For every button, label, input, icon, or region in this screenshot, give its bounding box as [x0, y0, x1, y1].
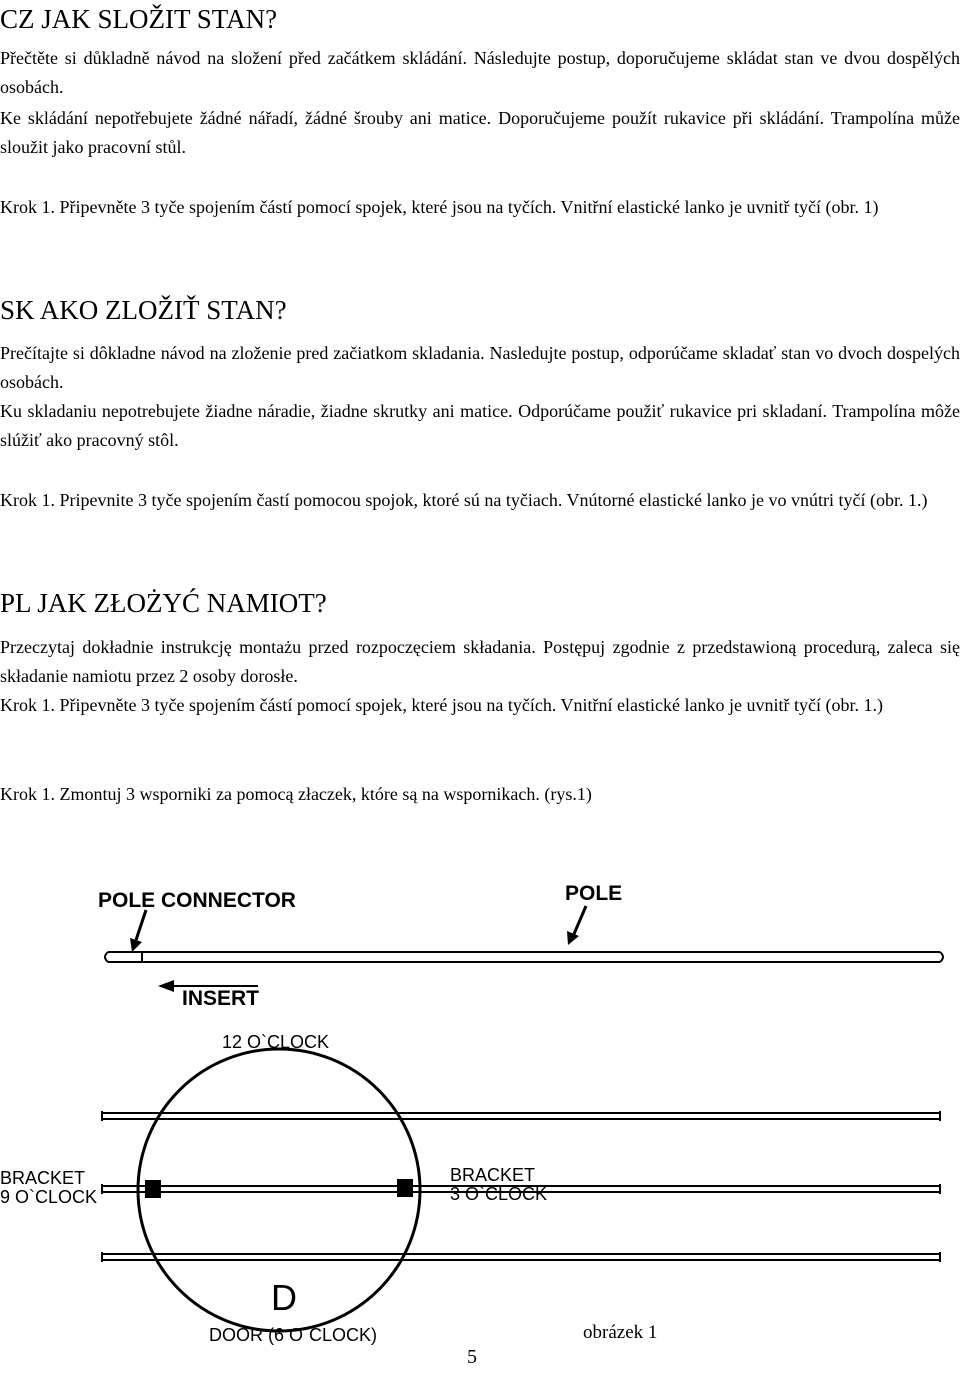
pole-connector-arrow	[130, 910, 146, 952]
insert-label: INSERT	[182, 987, 260, 1010]
figure-caption: obrázek 1	[583, 1322, 658, 1343]
cz-intro-paragraph: Přečtěte si důkladně návod na složení před začátkem skládání. Následujte postup, doporučujeme skládat stan ve dvou dospělých osobách.	[0, 48, 960, 97]
cz-tools-paragraph: Ke skládání nepotřebujete žádné nářadí, žádné šrouby ani matice. Doporučujeme použít rukavice při skládání. Trampolína může sloužit jako pracovní stůl.	[0, 108, 960, 157]
sk-tools-paragraph: Ku skladaniu nepotrebujete žiadne náradie, žiadne skrutky ani matice. Odporúčame použiť rukavice pri skladaní. Trampolína môže slúžiť ako pracovný stôl.	[0, 401, 960, 450]
pole-arrow	[567, 906, 586, 945]
pole-left-end	[105, 952, 108, 962]
heading-sk: SK AKO ZLOŽIŤ STAN?	[0, 295, 287, 325]
pl-step-1-pl: Krok 1. Zmontuj 3 wsporniki za pomocą złaczek, które są na wspornikach. (rys.1)	[0, 784, 592, 804]
door-letter: D	[271, 1277, 297, 1318]
bracket-9-oclock-label	[0, 1169, 97, 1207]
bracket-9-oclock-marker	[145, 1180, 161, 1198]
pl-step-1-cz: Krok 1. Připevněte 3 tyče spojením částí pomocí spojek, které jsou na tyčích. Vnitřní elastické lanko je uvnitř tyčí (obr. 1.)	[0, 695, 883, 715]
twelve-oclock-label: 12 O`CLOCK	[222, 1032, 330, 1052]
bracket-3-oclock-label	[450, 1166, 547, 1204]
horizontal-pole-top	[102, 1111, 940, 1121]
pole-right-end	[940, 952, 943, 962]
bracket-9-line1: BRACKET	[0, 1168, 86, 1188]
sk-intro-paragraph: Prečítajte si dôkladne návod na zloženie pred začiatkom skladania. Nasledujte postup, odporúčame skladať stan vo dvoch dospelých osobách.	[0, 343, 960, 392]
pole-label: POLE	[565, 882, 623, 905]
bracket-9-line2: 9 O`CLOCK	[0, 1186, 98, 1207]
pole-connector-label: POLE CONNECTOR	[98, 889, 296, 912]
horizontal-pole-bottom	[102, 1252, 940, 1262]
heading-pl: PL JAK ZŁOŻYĆ NAMIOT?	[0, 588, 327, 618]
heading-cz: CZ JAK SLOŽIT STAN?	[0, 4, 278, 34]
bracket-3-oclock-marker	[397, 1179, 413, 1197]
door-label: DOOR (6 O`CLOCK)	[209, 1325, 378, 1345]
sk-step-1: Krok 1. Pripevnite 3 tyče spojením častí pomocou spojok, ktoré sú na tyčiach. Vnútorné elastické lanko je vo vnútri tyčí (obr. 1.)	[0, 490, 928, 510]
bracket-3-line1: BRACKET	[450, 1165, 536, 1185]
assembly-diagram	[0, 860, 960, 1360]
pole-drawing	[105, 952, 943, 962]
assembly-figure	[0, 860, 960, 1360]
cz-step-1: Krok 1. Připevněte 3 tyče spojením částí pomocí spojek, které jsou na tyčích. Vnitřní elastické lanko je uvnitř tyčí (obr. 1)	[0, 197, 879, 217]
page-number: 5	[467, 1346, 477, 1368]
bracket-3-line2: 3 O`CLOCK	[450, 1183, 548, 1204]
pl-intro-paragraph: Przeczytaj dokładnie instrukcję montażu przed rozpoczęciem składania. Postępuj zgodnie z przedstawioną procedurą, zaleca się składanie namiotu przez 2 osoby dorosłe.	[0, 637, 960, 686]
